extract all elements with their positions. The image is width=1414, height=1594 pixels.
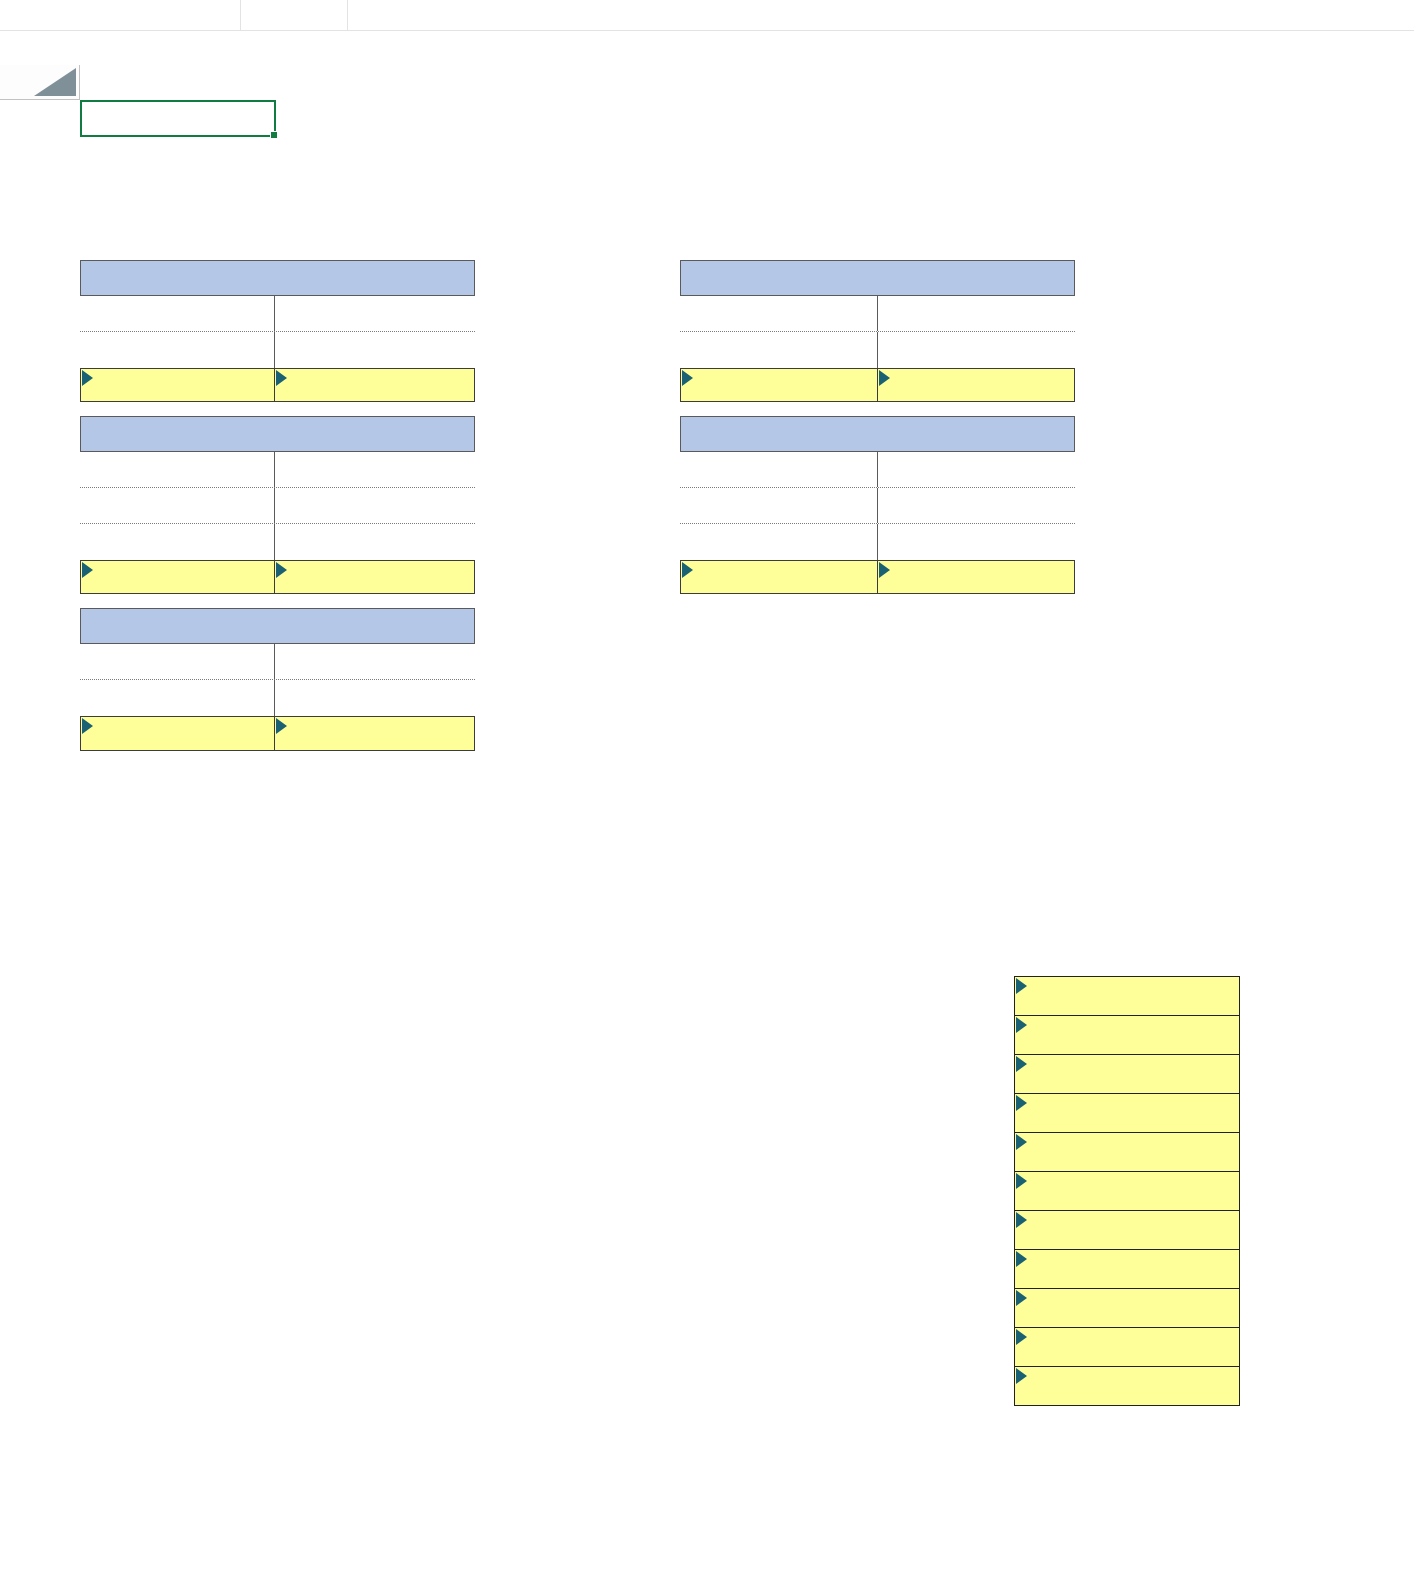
credit-cell[interactable] (878, 332, 1075, 368)
formula-input[interactable] (348, 0, 1414, 30)
debit-cell[interactable] (680, 452, 878, 487)
credit-cell[interactable] (275, 332, 475, 368)
taccount-row (80, 488, 475, 524)
select-all-icon (34, 68, 76, 96)
flag-icon (276, 718, 287, 734)
flag-icon (1016, 1368, 1027, 1384)
answer-cell[interactable] (878, 368, 1075, 402)
flag-icon (1016, 1329, 1027, 1345)
instruction-cell (81, 137, 1303, 239)
taccount-title (80, 260, 475, 296)
required-heading (110, 928, 145, 961)
debit-cell[interactable] (80, 644, 275, 679)
answer-cell-row26[interactable] (1014, 1132, 1240, 1172)
credit-cell[interactable] (878, 488, 1075, 523)
formula-bar (0, 0, 1414, 31)
taccount-title (80, 416, 475, 452)
flag-icon (276, 562, 287, 578)
flag-icon (276, 370, 287, 386)
answer-cell-row23[interactable] (1014, 1015, 1240, 1055)
flag-icon (879, 370, 890, 386)
flag-icon (1016, 1251, 1027, 1267)
taccount-row (680, 296, 1075, 332)
formula-bar-buttons (241, 0, 347, 30)
flag-icon (1016, 978, 1027, 994)
flag-icon (879, 562, 890, 578)
flag-icon (1016, 1056, 1027, 1072)
credit-cell[interactable] (275, 296, 475, 331)
fill-handle[interactable] (270, 131, 278, 139)
taccount-answer-row (680, 368, 1075, 402)
debit-cell[interactable] (680, 524, 878, 560)
flag-icon (1016, 1212, 1027, 1228)
taccount-finished-goods (80, 608, 475, 751)
answer-cell-row31[interactable] (1014, 1327, 1240, 1367)
taccount-row (680, 452, 1075, 488)
required-item-label (110, 1057, 145, 1090)
required-item-label (110, 1252, 145, 1285)
required-item-label (110, 979, 145, 1012)
credit-cell[interactable] (275, 452, 475, 487)
answer-cell-row27[interactable] (1014, 1171, 1240, 1211)
taccount-row (80, 332, 475, 368)
flag-icon (682, 370, 693, 386)
taccount-row (80, 680, 475, 716)
answer-cell[interactable] (80, 716, 275, 751)
required-item-label (110, 1096, 145, 1129)
answer-cell-row24[interactable] (1014, 1054, 1240, 1094)
name-box[interactable] (0, 0, 240, 30)
flag-icon (1016, 1017, 1027, 1033)
answer-cell[interactable] (680, 560, 878, 594)
taccount-title (680, 260, 1075, 296)
taccount-factory-wages (680, 260, 1075, 402)
credit-cell[interactable] (275, 488, 475, 523)
credit-cell[interactable] (275, 680, 475, 716)
credit-cell[interactable] (878, 524, 1075, 560)
taccount-row (680, 524, 1075, 560)
answer-cell[interactable] (275, 716, 475, 751)
taccount-row (80, 452, 475, 488)
required-item-label (110, 1018, 145, 1051)
answer-cell[interactable] (275, 560, 475, 594)
debit-cell[interactable] (80, 296, 275, 331)
answer-cell[interactable] (275, 368, 475, 402)
taccount-row (80, 296, 475, 332)
credit-cell[interactable] (275, 524, 475, 560)
credit-cell[interactable] (275, 644, 475, 679)
required-item-label (110, 1213, 145, 1246)
flag-icon (1016, 1134, 1027, 1150)
flag-icon (1016, 1095, 1027, 1111)
debit-cell[interactable] (80, 332, 275, 368)
debit-cell[interactable] (80, 452, 275, 487)
active-cell-a1[interactable] (80, 100, 276, 137)
taccount-answer-row (80, 716, 475, 751)
flag-icon (82, 370, 93, 386)
taccount-row (680, 488, 1075, 524)
debit-cell[interactable] (80, 524, 275, 560)
flag-icon (82, 718, 93, 734)
taccount-raw-materials (80, 260, 475, 402)
answer-cell-row25[interactable] (1014, 1093, 1240, 1133)
credit-cell[interactable] (878, 452, 1075, 487)
sheet-grid-bottom (0, 905, 1414, 1483)
answer-cell[interactable] (680, 368, 878, 402)
flag-icon (1016, 1290, 1027, 1306)
debit-cell[interactable] (80, 680, 275, 716)
debit-cell[interactable] (680, 332, 878, 368)
answer-cell-row29[interactable] (1014, 1249, 1240, 1289)
taccount-answer-row (80, 368, 475, 402)
credit-cell[interactable] (878, 296, 1075, 331)
required-item-label (110, 1330, 145, 1363)
debit-cell[interactable] (80, 488, 275, 523)
taccount-row (680, 332, 1075, 368)
required-item-label (110, 1369, 145, 1402)
taccount-row (80, 524, 475, 560)
flag-icon (1016, 1173, 1027, 1189)
debit-cell[interactable] (680, 488, 878, 523)
taccount-title (680, 416, 1075, 452)
answer-cell[interactable] (878, 560, 1075, 594)
answer-cell[interactable] (80, 368, 275, 402)
sheet-grid-top (0, 65, 1414, 767)
required-item-label (110, 1291, 145, 1324)
answer-cell-row32[interactable] (1014, 1366, 1240, 1406)
required-item-label (110, 1135, 145, 1168)
taccount-answer-row (680, 560, 1075, 594)
select-all-button[interactable] (0, 65, 80, 100)
flag-icon (82, 562, 93, 578)
taccount-row (80, 644, 475, 680)
taccount-answer-row (80, 560, 475, 594)
answer-cell-row30[interactable] (1014, 1288, 1240, 1328)
flag-icon (682, 562, 693, 578)
taccount-work-in-process (80, 416, 475, 594)
answer-cell-row28[interactable] (1014, 1210, 1240, 1250)
answer-cell[interactable] (80, 560, 275, 594)
debit-cell[interactable] (680, 296, 878, 331)
required-item-label (110, 1174, 145, 1207)
taccount-title (80, 608, 475, 644)
answer-cell-row22[interactable] (1014, 976, 1240, 1016)
taccount-factory-overhead (680, 416, 1075, 594)
